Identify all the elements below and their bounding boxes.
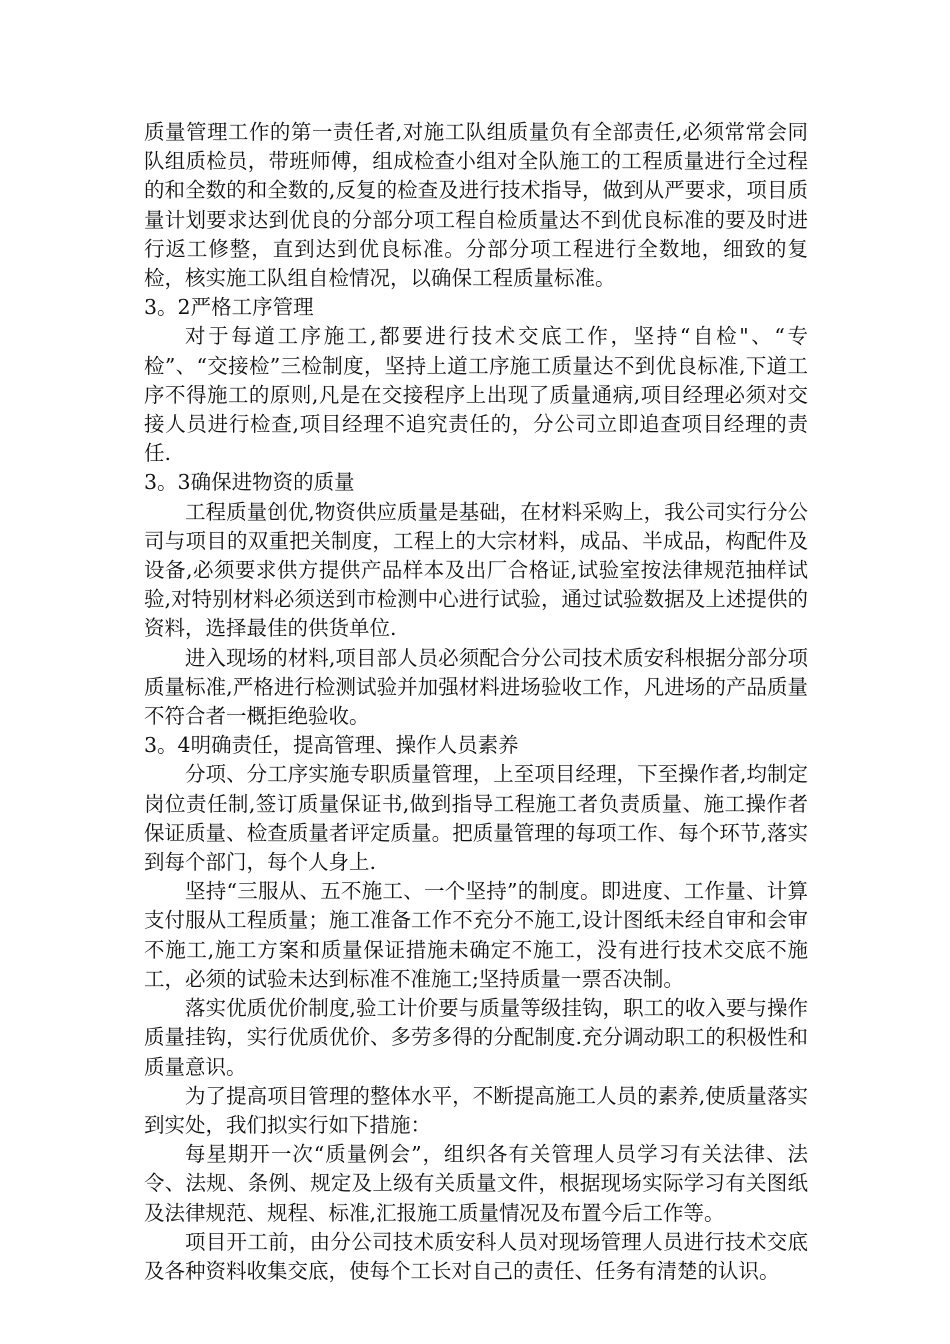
paragraph: 项目开工前，由分公司技术质安科人员对现场管理人员进行技术交底及各种资料收集交底，使每个工长对自己的责任、任务有清楚的认识。 xyxy=(144,1229,808,1283)
paragraph: 坚持“三服从、五不施工、一个坚持”的制度。即进度、工作量、计算支付服从工程质量；施工准备工作不充分不施工,设计图纸未经自审和会审不施工,施工方案和质量保证措施未确定不施工，没有进行技术交底不施工，必须的试验未达到标准不准施工;坚持质量一票否决制。 xyxy=(144,879,808,991)
paragraph: 分项、分工序实施专职质量管理，上至项目经理，下至操作者,均制定岗位责任制,签订质量保证书,做到指导工程施工者负责质量、施工操作者保证质量、检查质量者评定质量。把质量管理的每项工作、每个环节,落实到每个部门，每个人身上. xyxy=(144,762,808,875)
section-heading: 3。2严格工序管理 xyxy=(144,295,314,320)
section-heading: 3。3确保进物资的质量 xyxy=(144,470,355,495)
paragraph: 工程质量创优,物资供应质量是基础，在材料采购上，我公司实行分公司与项目的双重把关制度，工程上的大宗材料，成品、半成品，构配件及设备,必须要求供方提供产品样本及出厂合格证,试验室按法律规范抽样试验,对特别材料必须送到市检测中心进行试验，通过试验数据及上述提供的资料，选择最佳的供货单位. xyxy=(144,499,808,641)
section-heading: 3。4明确责任，提高管理、操作人员素养 xyxy=(144,733,519,758)
paragraph: 为了提高项目管理的整体水平，不断提高施工人员的素养,使质量落实到实处，我们拟实行如下措施： xyxy=(144,1083,808,1137)
paragraph: 进入现场的材料,项目部人员必须配合分公司技术质安科根据分部分项质量标准,严格进行检测试验并加强材料进场验收工作，凡进场的产品质量不符合者一概拒绝验收。 xyxy=(144,645,808,729)
paragraph: 质量管理工作的第一责任者,对施工队组质量负有全部责任,必须常常会同队组质检员，带班师傅，组成检查小组对全队施工的工程质量进行全过程的和全数的和全数的,反复的检查及进行技术指导，做到从严要求，项目质量计划要求达到优良的分部分项工程自检质量达不到优良标准的要及时进行返工修整，直到达到优良标准。分部分项工程进行全数地，细致的复检，核实施工队组自检情况，以确保工程质量标准。 xyxy=(144,120,808,291)
paragraph: 落实优质优价制度,验工计价要与质量等级挂钩，职工的收入要与操作质量挂钩，实行优质优价、多劳多得的分配制度.充分调动职工的积极性和质量意识。 xyxy=(144,996,808,1079)
document-body xyxy=(144,118,808,1286)
paragraph: 每星期开一次“质量例会”，组织各有关管理人员学习有关法律、法令、法规、条例、规定及上级有关质量文件，根据现场实际学习有关图纸及法律规范、规程、标准,汇报施工质量情况及布置今后工作等。 xyxy=(144,1142,808,1225)
paragraph: 对于每道工序施工,都要进行技术交底工作，坚持“自检"、“专检”、“交接检”三检制度，坚持上道工序施工质量达不到优良标准,下道工序不得施工的原则,凡是在交接程序上出现了质量通病,项目经理必须对交接人员进行检查,项目经理不追究责任的，分公司立即追查项目经理的责任. xyxy=(144,324,808,466)
